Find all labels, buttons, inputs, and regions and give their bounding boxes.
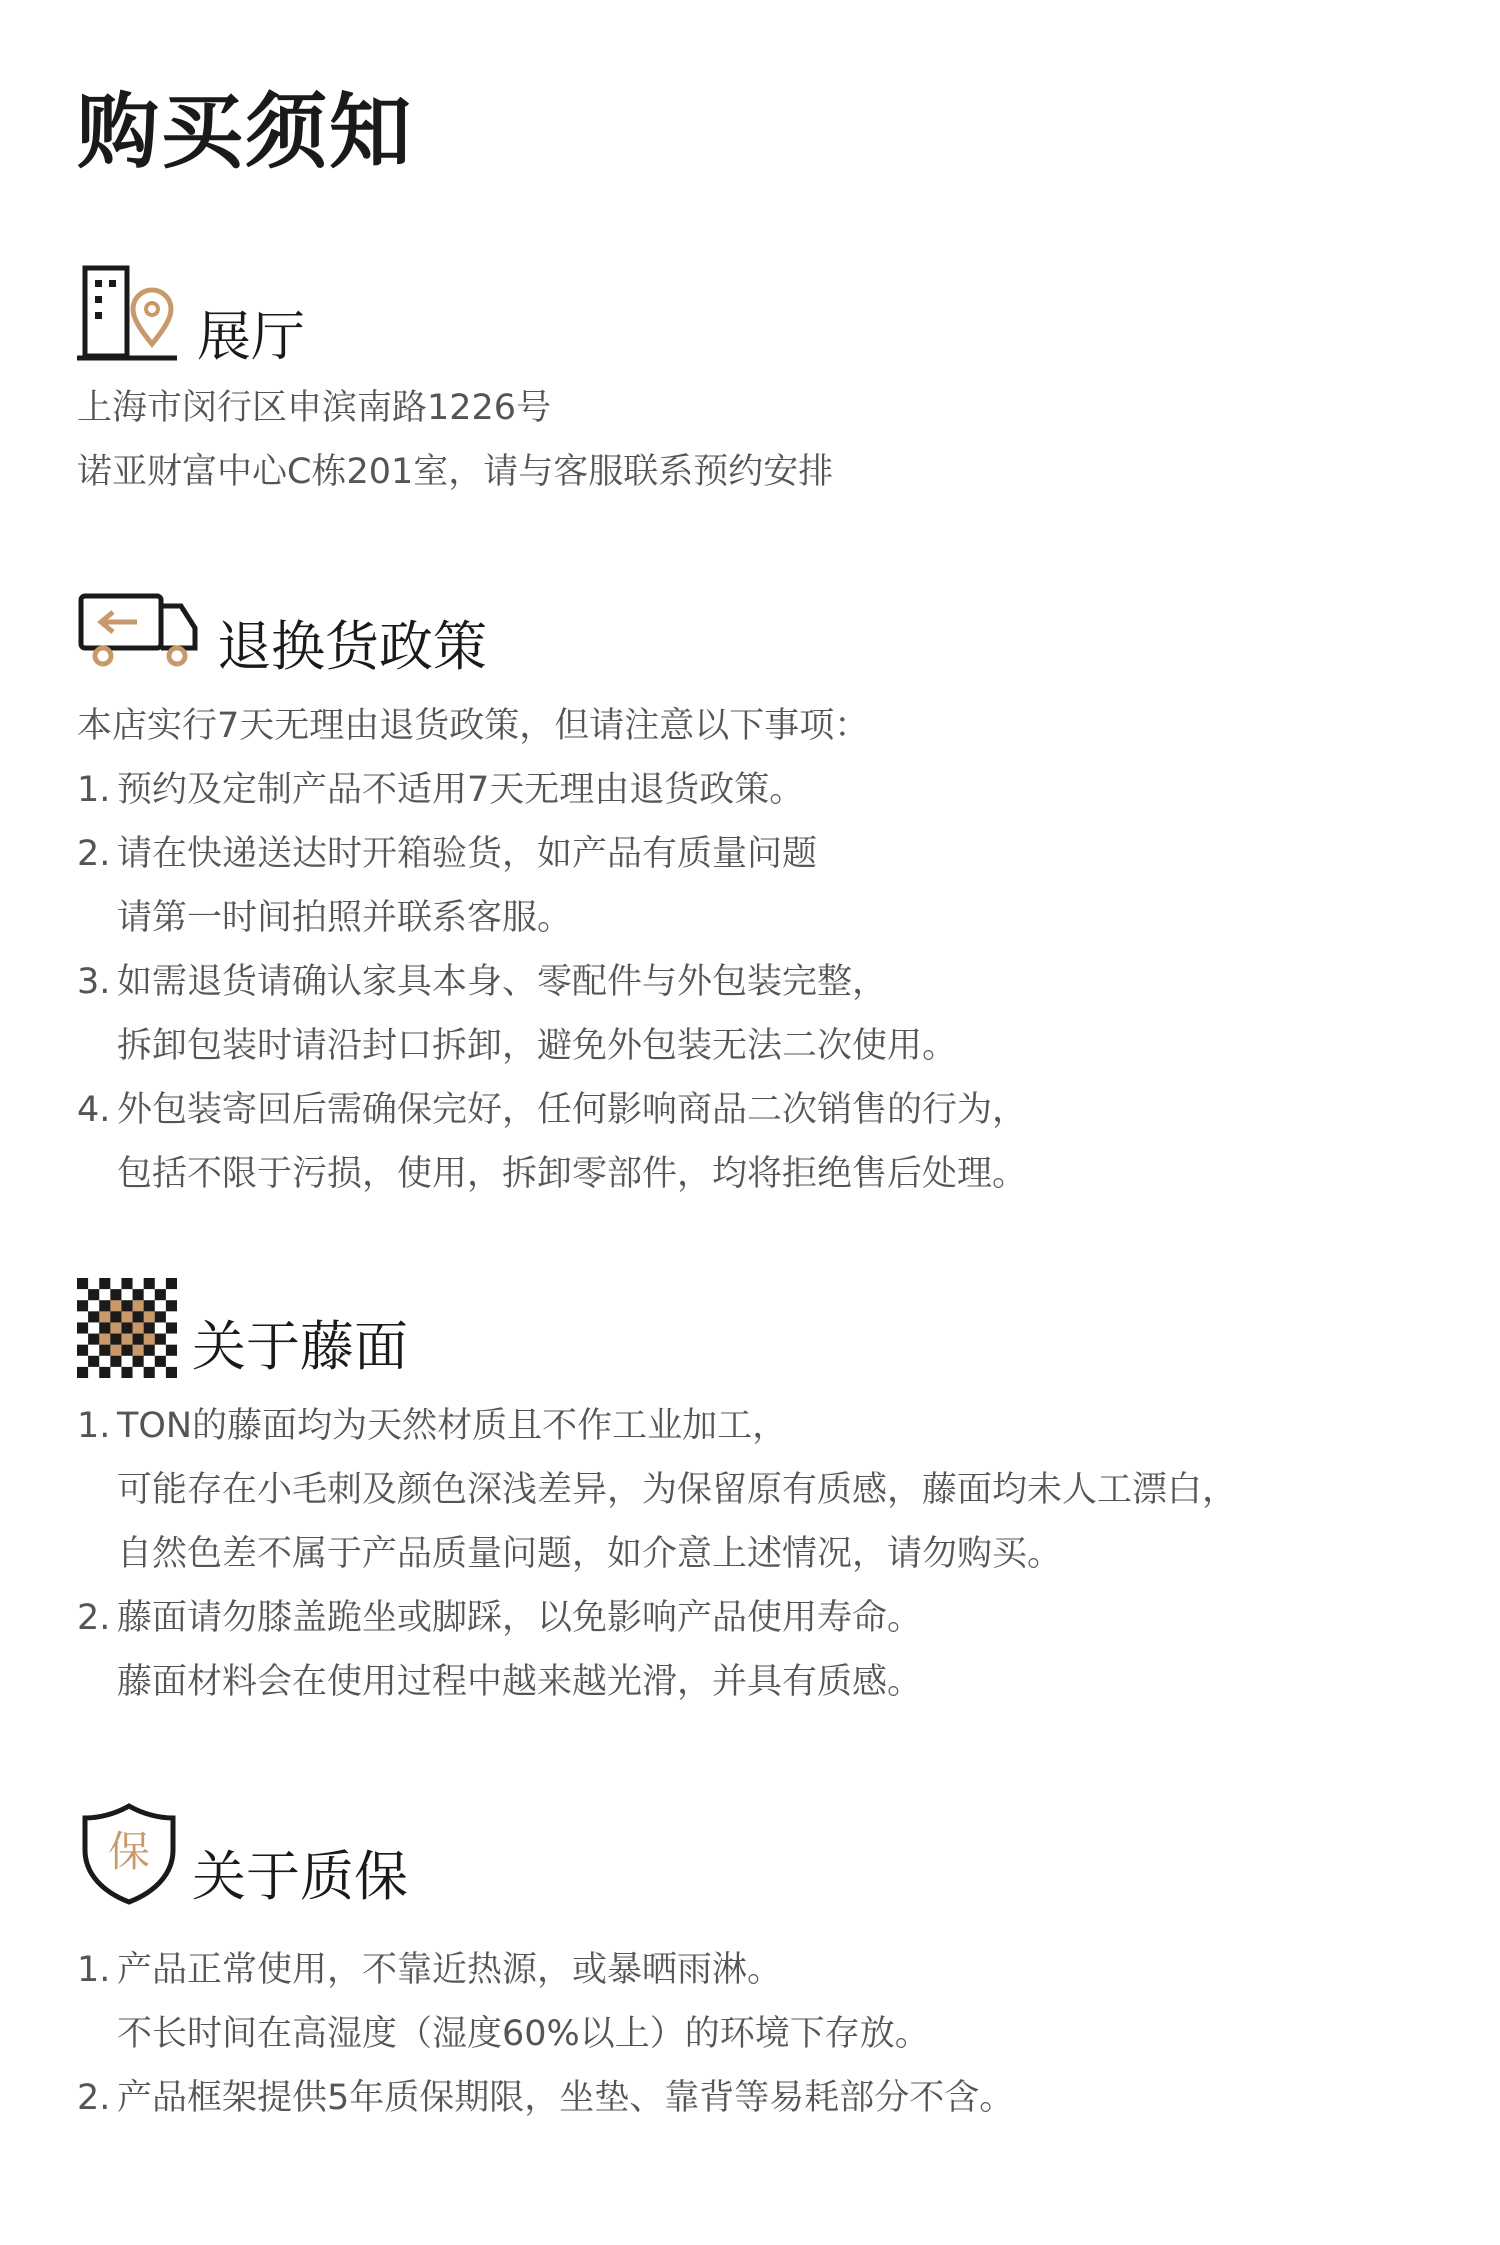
section-title: 退换货政策 bbox=[217, 615, 487, 678]
list-item bbox=[77, 1938, 1437, 2066]
item-line: 请在快递送达时开箱验货，如产品有质量问题 bbox=[117, 834, 818, 874]
list-item bbox=[77, 2066, 1437, 2130]
returns-section bbox=[77, 588, 1437, 1206]
item-number: 1. bbox=[77, 1950, 111, 1990]
list-item bbox=[77, 950, 1437, 1078]
return-truck-icon bbox=[77, 588, 202, 683]
section-title: 关于质保 bbox=[192, 1845, 408, 1908]
item-number: 2. bbox=[77, 2078, 111, 2118]
list-item bbox=[77, 1394, 1437, 1586]
returns-intro: 本店实行7天无理由退货政策，但请注意以下事项： bbox=[77, 706, 870, 746]
showroom-address-line: 上海市闵行区申滨南路1226号 bbox=[77, 388, 552, 428]
item-line: 藤面请勿膝盖跪坐或脚踩，以免影响产品使用寿命。 bbox=[117, 1598, 923, 1638]
item-line: 预约及定制产品不适用7天无理由退货政策。 bbox=[117, 770, 805, 810]
item-line: 自然色差不属于产品质量问题，如介意上述情况，请勿购买。 bbox=[117, 1534, 1063, 1574]
item-line: 包括不限于污损，使用，拆卸零部件，均将拒绝售后处理。 bbox=[117, 1154, 1028, 1194]
list-item bbox=[77, 758, 1437, 822]
warranty-section bbox=[77, 1800, 1437, 2130]
showroom-section bbox=[77, 262, 1437, 504]
item-line: 外包装寄回后需确保完好，任何影响商品二次销售的行为， bbox=[117, 1090, 1028, 1130]
section-title: 关于藤面 bbox=[192, 1315, 408, 1378]
building-location-icon bbox=[77, 262, 187, 367]
item-line: 藤面材料会在使用过程中越来越光滑，并具有质感。 bbox=[117, 1662, 923, 1702]
item-line: 拆卸包装时请沿封口拆卸，避免外包装无法二次使用。 bbox=[117, 1026, 958, 1066]
item-line: 请第一时间拍照并联系客服。 bbox=[117, 898, 573, 938]
list-item bbox=[77, 1078, 1437, 1206]
item-line: 可能存在小毛刺及颜色深浅差异，为保留原有质感，藤面均未人工漂白， bbox=[117, 1470, 1238, 1510]
item-line: 产品框架提供5年质保期限，坐垫、靠背等易耗部分不含。 bbox=[117, 2078, 1015, 2118]
item-number: 1. bbox=[77, 770, 111, 810]
item-number: 4. bbox=[77, 1090, 111, 1130]
showroom-address-line: 诺亚财富中心C栋201室，请与客服联系预约安排 bbox=[77, 452, 834, 492]
list-item bbox=[77, 822, 1437, 950]
rattan-weave-icon bbox=[77, 1278, 177, 1378]
item-number: 2. bbox=[77, 834, 111, 874]
warranty-badge-text: 保 bbox=[107, 1827, 151, 1876]
rattan-section bbox=[77, 1278, 1437, 1714]
item-line: 不长时间在高湿度（湿度60%以上）的环境下存放。 bbox=[117, 2014, 930, 2054]
item-number: 1. bbox=[77, 1406, 111, 1446]
item-line: 如需退货请确认家具本身、零配件与外包装完整， bbox=[117, 962, 888, 1002]
item-number: 2. bbox=[77, 1598, 111, 1638]
page-title: 购买须知 bbox=[77, 85, 414, 180]
list-item bbox=[77, 1586, 1437, 1714]
item-line: 产品正常使用，不靠近热源，或暴晒雨淋。 bbox=[117, 1950, 783, 1990]
item-number: 3. bbox=[77, 962, 111, 1002]
warranty-shield-icon bbox=[77, 1800, 182, 1905]
item-line: TON的藤面均为天然材质且不作工业加工， bbox=[117, 1406, 788, 1446]
section-title: 展厅 bbox=[197, 305, 305, 368]
